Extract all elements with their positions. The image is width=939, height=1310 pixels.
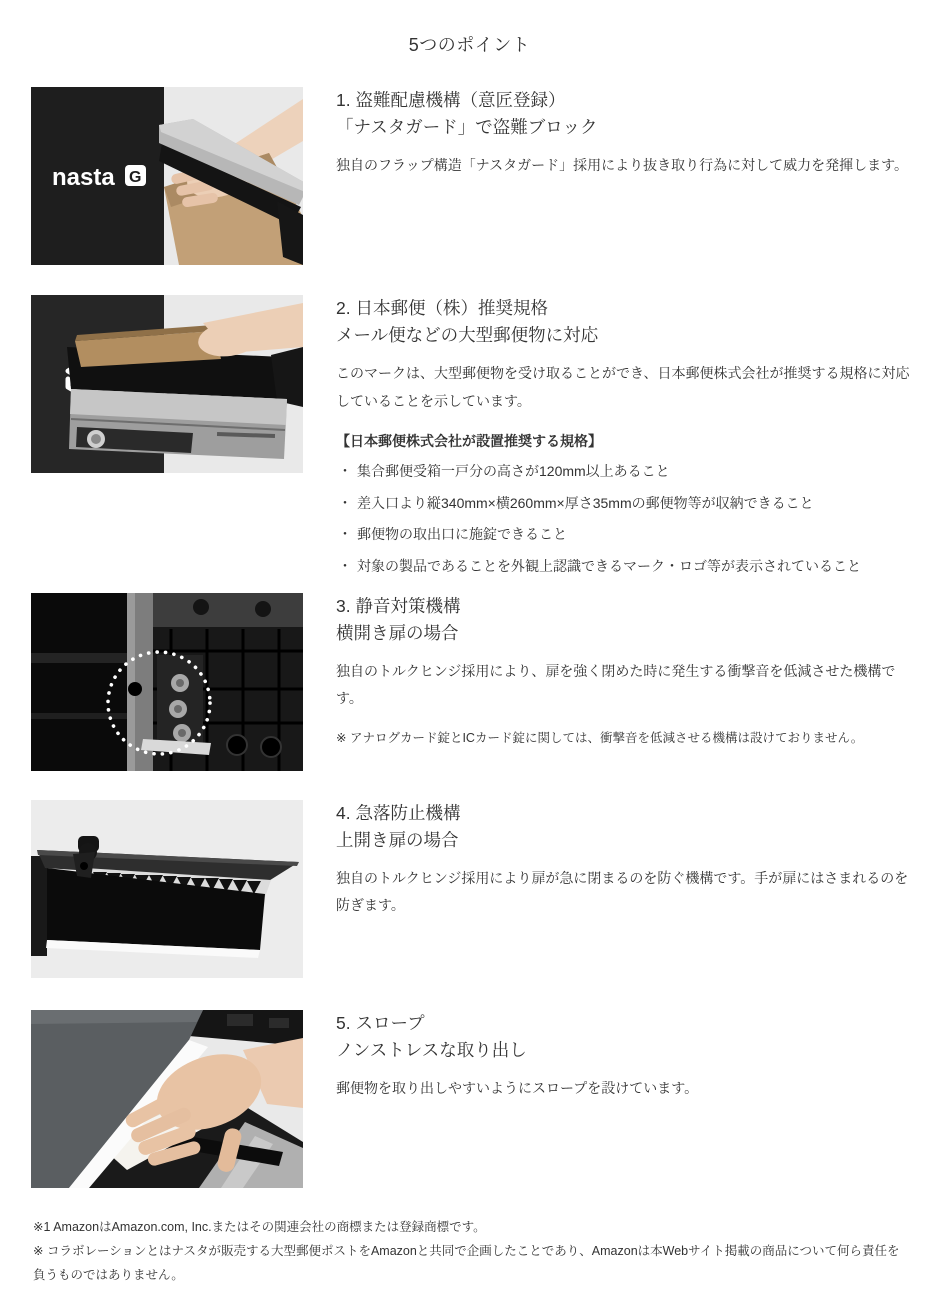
section-japan-post [31, 295, 919, 578]
section-2-list-title: 【日本郵便株式会社が設置推奨する規格】 [336, 432, 602, 449]
page-title: 5つのポイント [408, 35, 531, 55]
section-1-heading-line2: 「ナスタガード」で盗難ブロック [336, 117, 598, 138]
nasta-logo-badge: G [129, 169, 142, 186]
section-5-body: 郵便物を取り出しやすいようにスロープを設けています。 [336, 1079, 699, 1096]
section-drop-prevention [31, 800, 919, 978]
section-1-heading-line1: 1. 盗難配慮機構（意匠登録） [336, 90, 566, 110]
section-3-heading [336, 593, 914, 647]
spec-list-item: ・ 差入口より縦340mm×横260mm×厚さ35mmの郵便物等が収納できること [336, 493, 914, 515]
section-5-heading [336, 1010, 914, 1064]
spec-list-item: ・ 郵便物の取出口に施錠できること [336, 524, 914, 546]
theft-guard-illustration [31, 87, 303, 265]
mail-slot-illustration [31, 295, 303, 473]
section-1-heading [336, 87, 914, 141]
section-3-text [336, 593, 914, 750]
section-quiet-hinge [31, 593, 919, 771]
section-4-body: 独自のトルクヒンジ採用により扉が急に閉まるのを防ぐ機構です。手が扉にはさまれるのを防ぎます。 [336, 869, 909, 914]
footer-note-1: ※1 AmazonはAmazon.com, Inc.またはその関連会社の商標または登録商標です。 [33, 1219, 486, 1234]
section-4-text [336, 800, 914, 920]
section-5-text [336, 1010, 914, 1103]
section-5-heading-line2: ノンストレスな取り出し [336, 1039, 527, 1060]
section-3-heading-line2: 横開き扉の場合 [336, 622, 459, 643]
photo-mail-slot [31, 295, 303, 473]
section-2-heading-line2: メール便などの大型郵便物に対応 [336, 325, 599, 346]
photo-hinge-closeup [31, 593, 303, 771]
section-theft-guard [31, 87, 919, 265]
section-slope [31, 1010, 919, 1188]
section-4-heading [336, 800, 914, 854]
section-1-text [336, 87, 914, 180]
spec-list [336, 461, 914, 578]
section-2-heading [336, 295, 914, 349]
spec-list-item: ・ 集合郵便受箱一戸分の高さが120mm以上あること [336, 461, 914, 483]
photo-open-lid [31, 800, 303, 978]
section-2-heading-line1: 2. 日本郵便（株）推奨規格 [336, 298, 548, 318]
slope-illustration [31, 1010, 303, 1188]
photo-theft-guard [31, 87, 303, 265]
section-3-heading-line1: 3. 静音対策機構 [336, 595, 461, 616]
footer-notes [33, 1215, 906, 1310]
footer-note-2: ※ コラボレーションとはナスタが販売する大型郵便ポストをAmazonと共同で企画したことであり、Amazonは本Webサイト掲載の商品について何ら責任を負うものではありません。 [33, 1243, 900, 1283]
photo-slope-hand [31, 1010, 303, 1188]
open-lid-illustration [31, 800, 303, 978]
section-4-heading-line1: 4. 急落防止機構 [336, 802, 461, 823]
section-3-body: 独自のトルクヒンジ採用により、扉を強く閉めた時に発生する衝撃音を低減させた機構です。 [336, 662, 896, 707]
section-2-body: このマークは、大型郵便物を受け取ることができ、日本郵便株式会社が推奨する規格に対応していることを示しています。 [336, 365, 910, 409]
section-3-note: ※ アナログカード錠とICカード錠に関しては、衝撃音を低減させる機構は設けておりません。 [336, 731, 864, 746]
nasta-logo-text: nasta [52, 164, 115, 191]
section-2-text [336, 295, 914, 578]
hinge-closeup-illustration [31, 593, 303, 771]
section-4-heading-line2: 上開き扉の場合 [336, 829, 459, 850]
section-1-body: 独自のフラップ構造「ナスタガード」採用により抜き取り行為に対して威力を発揮します。 [336, 157, 909, 174]
spec-list-item: ・ 対象の製品であることを外観上認識できるマーク・ロゴ等が表示されていること [336, 556, 914, 578]
section-5-heading-line1: 5. スロープ [336, 1012, 425, 1033]
